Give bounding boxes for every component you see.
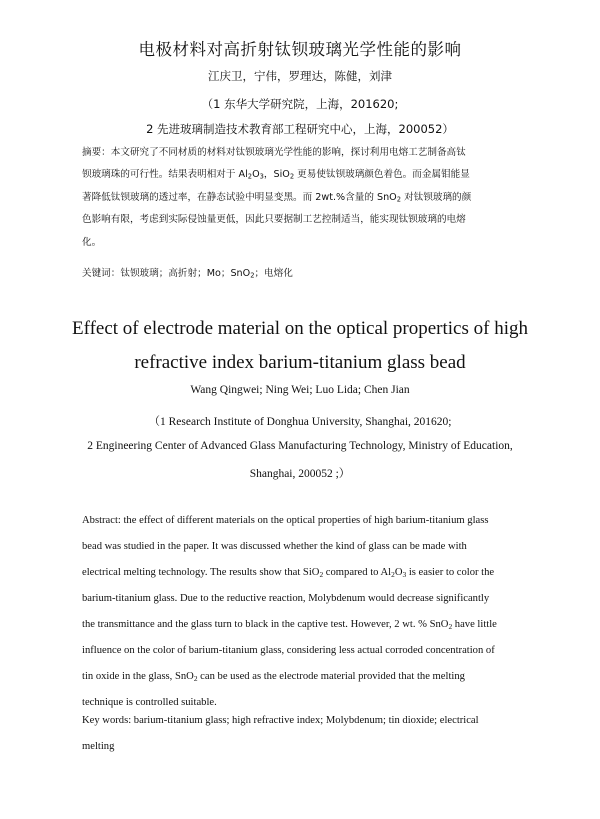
english-abstract-line: influence on the color of barium-titanium glass, considering less actual corroded concentration of	[82, 645, 495, 656]
english-affiliation-2: 2 Engineering Center of Advanced Glass Manufacturing Technology, Ministry of Education,	[87, 440, 513, 452]
chinese-abstract-line: 钡玻璃珠的可行性。结果表明相对于 $Al_2O_3$，SiO$_2$ 更易使钛钡玻璃颜色着色。而金属钼能显	[82, 169, 470, 182]
chinese-abstract-line: 摘要：本文研究了不同材质的材料对钛钡玻璃光学性能的影响，探讨利用电熔工艺制备高钛	[82, 147, 466, 158]
english-title-line-2: refractive index barium-titanium glass bead	[134, 352, 466, 373]
english-title-line-1: Effect of electrode material on the optical propertics of high	[72, 318, 528, 339]
english-keywords	[82, 708, 522, 760]
chinese-abstract	[82, 142, 522, 254]
chinese-abstract-line: 色影响有限，考虑到实际侵蚀量更低，因此只要据制工艺控制适当，能实现钛钡玻璃的电熔	[82, 214, 466, 226]
english-abstract	[82, 508, 522, 716]
chinese-keywords: 关键词：钛钡玻璃；高折射；Mo；SnO$_2$；电熔化	[82, 268, 293, 280]
chinese-affiliation-2: 2 先进玻璃制造技术教育部工程研究中心，上海，200052）	[146, 122, 454, 136]
english-abstract-line: barium-titanium glass. Due to the reductive reaction, Molybdenum would decrease significantly	[82, 593, 490, 604]
english-abstract-line: tin oxide in the glass, SnO$_2$ can be used as the electrode material provided that the melting	[82, 671, 465, 683]
english-authors: Wang Qingwei; Ning Wei; Luo Lida; Chen Jian	[190, 384, 410, 396]
english-affiliation-1: （1 Research Institute of Donghua University, Shanghai, 201620;	[148, 416, 452, 428]
english-affiliation-3: Shanghai, 200052 ;）	[249, 468, 351, 480]
chinese-abstract-line: 著降低钛钡玻璃的透过率，在静态试验中明显变黑。而 2wt.%含量的 SnO$_2$ 对钛钡玻璃的颜	[82, 191, 472, 204]
chinese-abstract-line: 化。	[82, 236, 102, 248]
english-keywords-line: Key words: barium-titanium glass; high refractive index; Molybdenum; tin dioxide; electrical	[82, 715, 479, 726]
english-abstract-line: Abstract: the effect of different materials on the optical properties of high barium-titanium glass	[82, 515, 489, 526]
chinese-affiliation-1: （1 东华大学研究院，上海，201620;	[201, 97, 399, 111]
english-keywords-line: melting	[82, 741, 115, 752]
english-abstract-line: bead was studied in the paper. It was discussed whether the kind of glass can be made with	[82, 541, 467, 552]
english-abstract-line: electrical melting technology. The results show that SiO$_2$ compared to $Al_2O_3$ is easier to color the	[82, 567, 495, 579]
english-abstract-line: the transmittance and the glass turn to black in the captive test. However, 2 wt. % SnO$_2$ have little	[82, 619, 497, 631]
chinese-title: 电极材料对高折射钛钡玻璃光学性能的影响	[138, 40, 462, 59]
english-abstract-line: technique is controlled suitable.	[82, 697, 217, 708]
chinese-authors: 江庆卫，宁伟，罗理达，陈健，刘津	[208, 69, 392, 83]
